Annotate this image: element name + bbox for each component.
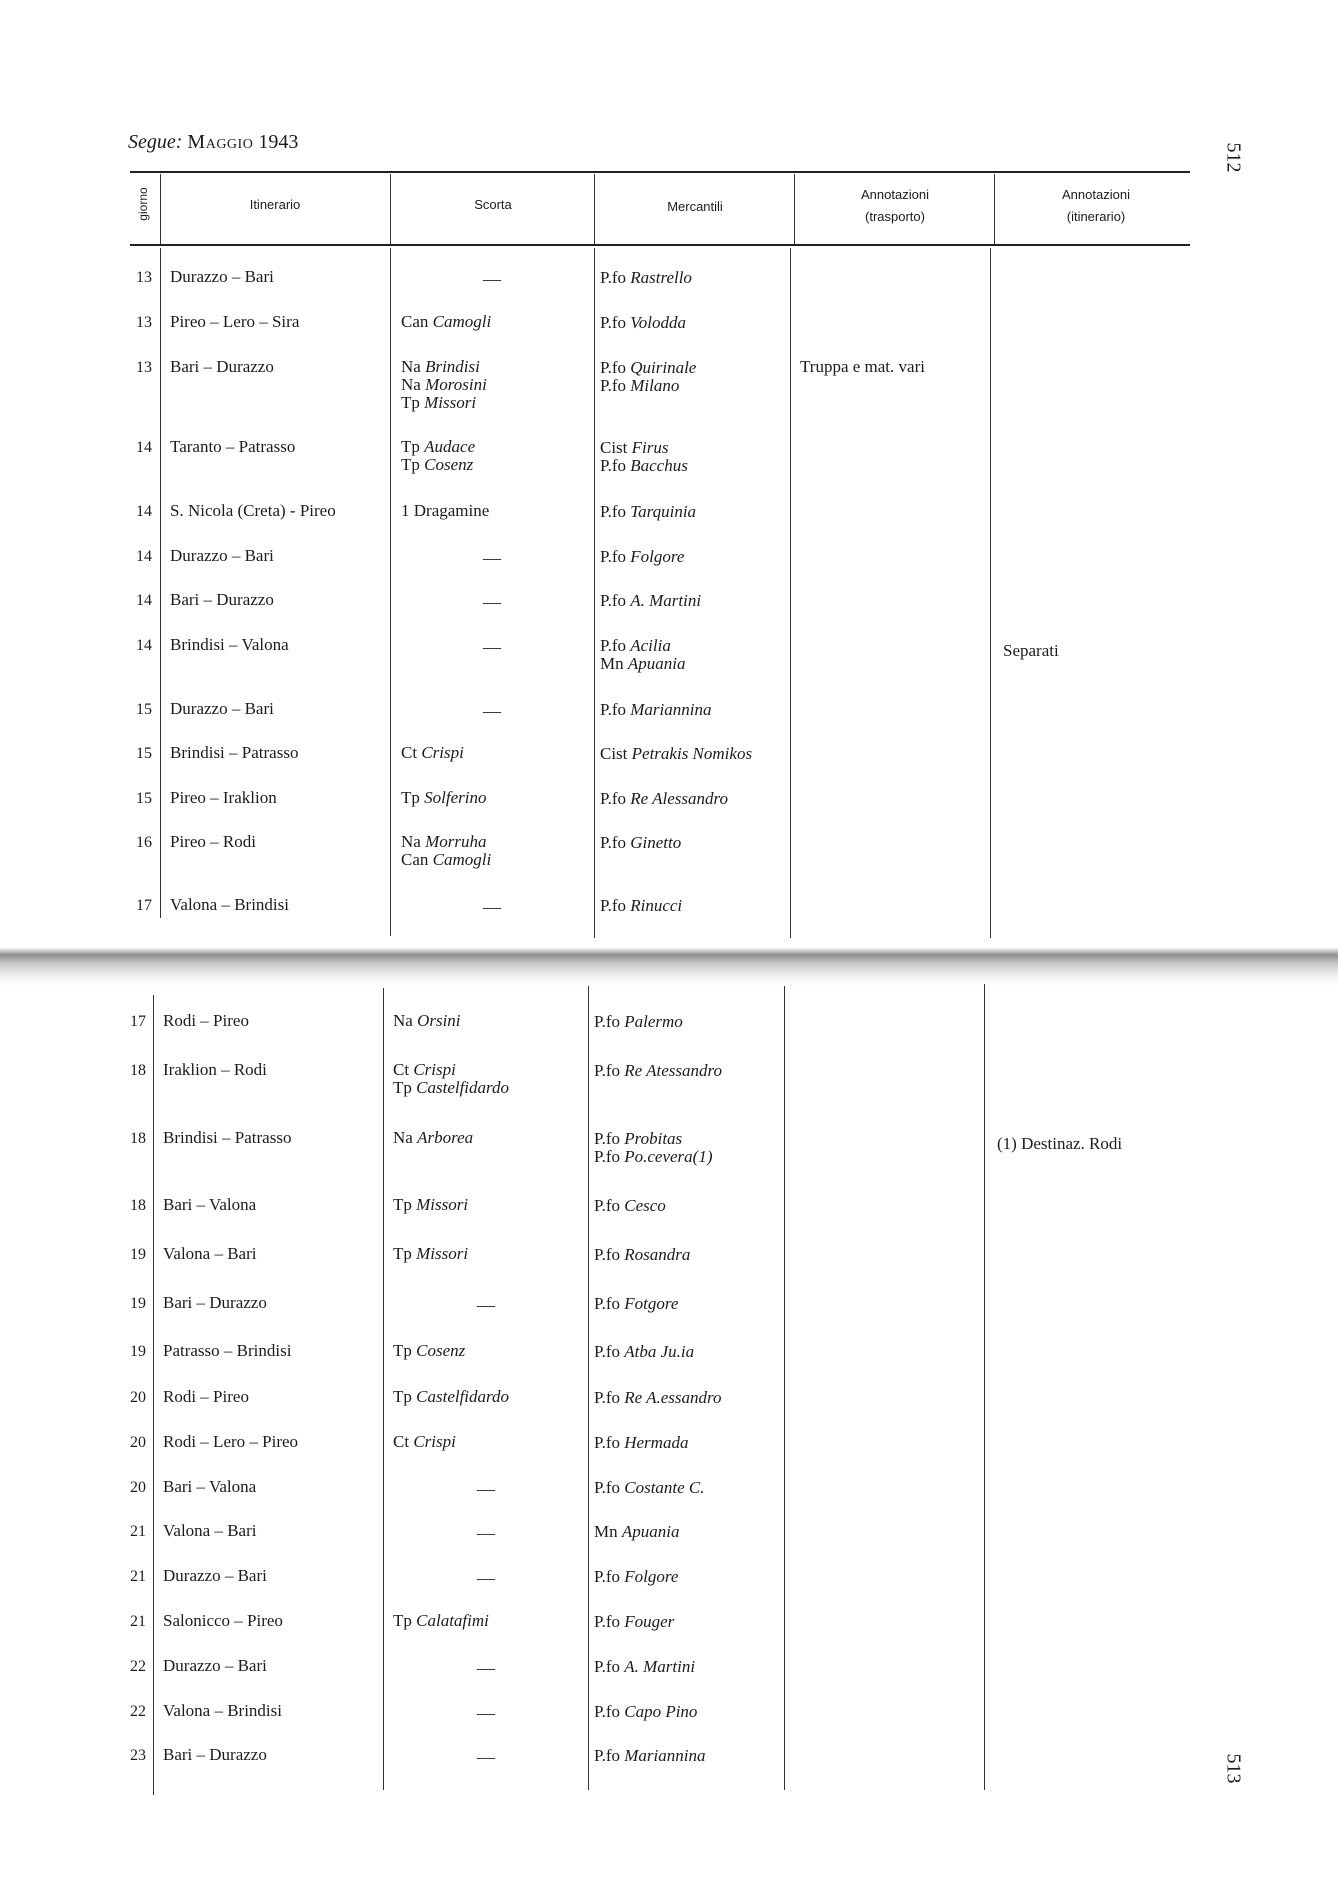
merchant-name: Ginetto — [630, 833, 682, 852]
column-header-annotazioni-trasporto-line1: Annotazioni — [861, 187, 929, 202]
column-rule — [153, 995, 154, 1795]
merchant-name: A. Martini — [624, 1657, 696, 1676]
escort-type: Tp — [401, 455, 420, 474]
merchant-name: A. Martini — [630, 591, 702, 610]
day-cell: 18 — [130, 1130, 146, 1147]
itinerary-cell: Salonicco – Pireo — [163, 1611, 283, 1630]
merchant-name: Apuania — [627, 654, 686, 673]
escort-name: Crispi — [413, 1060, 456, 1079]
itinerary-cell: Pireo – Rodi — [170, 832, 256, 851]
escort-line — [401, 744, 464, 762]
escort-name: Morosini — [425, 375, 487, 394]
day-cell: 20 — [130, 1479, 146, 1496]
day-cell: 20 — [130, 1434, 146, 1451]
escort-dash: — — [477, 1747, 495, 1767]
merchant-line — [594, 1130, 682, 1148]
itinerary-cell: Pireo – Iraklion — [170, 788, 277, 807]
merchant-name: Cesco — [624, 1196, 666, 1215]
escort-line — [401, 394, 476, 412]
day-cell: 19 — [130, 1343, 146, 1360]
title-prefix: Segue: — [128, 131, 183, 153]
column-rule — [990, 248, 991, 938]
itinerary-cell: Valona – Brindisi — [163, 1701, 282, 1720]
merchant-name: Apuania — [621, 1522, 680, 1541]
merchant-line — [600, 592, 701, 610]
escort-name: Castelfidardo — [416, 1387, 510, 1406]
merchant-line — [594, 1148, 713, 1166]
escort-type: Tp — [393, 1195, 412, 1214]
escort-type: Tp — [393, 1341, 412, 1360]
day-cell: 21 — [130, 1568, 146, 1585]
itinerary-cell: Brindisi – Valona — [170, 635, 289, 654]
merchant-line — [594, 1747, 705, 1765]
merchant-name: Petrakis Nomikos — [631, 744, 753, 763]
merchant-type: P.fo — [594, 1294, 620, 1313]
itinerary-cell: Durazzo – Bari — [163, 1566, 267, 1585]
merchant-line — [600, 637, 671, 655]
merchant-line — [594, 1013, 683, 1031]
merchant-line — [600, 745, 752, 763]
merchant-line — [594, 1389, 722, 1407]
escort-type: Ct — [393, 1432, 410, 1451]
merchant-name: Probitas — [624, 1129, 683, 1148]
merchant-type: Mn — [600, 654, 624, 673]
itinerary-cell: S. Nicola (Creta) - Pireo — [170, 501, 336, 520]
escort-name: Camogli — [432, 850, 492, 869]
merchant-type: P.fo — [594, 1388, 620, 1407]
escort-line — [393, 1612, 489, 1630]
merchant-type: P.fo — [600, 896, 626, 915]
merchant-type: P.fo — [600, 591, 626, 610]
merchant-name: Volodda — [630, 313, 686, 332]
itinerary-cell: Valona – Brindisi — [170, 895, 289, 914]
merchant-line — [594, 1479, 705, 1497]
escort-name: Cosenz — [416, 1341, 466, 1360]
column-rule — [160, 248, 161, 918]
itinerary-cell: Bari – Valona — [163, 1477, 257, 1496]
escort-name: Missori — [416, 1195, 469, 1214]
day-cell: 13 — [136, 359, 152, 376]
day-cell: 21 — [130, 1523, 146, 1540]
merchant-name: Capo Pino — [624, 1702, 698, 1721]
escort-name: Missori — [416, 1244, 469, 1263]
escort-type: Tp — [393, 1611, 412, 1630]
escort-dash: — — [477, 1658, 495, 1678]
column-rule — [784, 986, 785, 1790]
itinerary-cell: Valona – Bari — [163, 1244, 257, 1263]
merchant-line — [594, 1295, 678, 1313]
escort-dash: — — [477, 1295, 495, 1315]
merchant-type: P.fo — [594, 1702, 620, 1721]
itinerary-cell: Durazzo – Bari — [170, 699, 274, 718]
escort-name: Arborea — [417, 1128, 474, 1147]
escort-type: Tp — [393, 1244, 412, 1263]
merchant-line — [600, 439, 669, 457]
merchant-name: Milano — [630, 376, 680, 395]
escort-name: Brindisi — [425, 357, 480, 376]
column-rule — [390, 248, 391, 936]
itinerary-cell: Durazzo – Bari — [170, 546, 274, 565]
merchant-line — [600, 359, 696, 377]
merchant-name: Folgore — [630, 547, 685, 566]
column-rule — [383, 988, 384, 1790]
escort-dash: — — [477, 1479, 495, 1499]
escort-type: Na — [401, 832, 421, 851]
escort-name: Castelfidardo — [416, 1078, 510, 1097]
merchant-type: P.fo — [594, 1746, 620, 1765]
escort-line — [393, 1433, 456, 1451]
escort-type: Tp — [393, 1078, 412, 1097]
day-cell: 19 — [130, 1295, 146, 1312]
column-header-annotazioni-itinerario-line1: Annotazioni — [1062, 187, 1130, 202]
merchant-name: Re Alessandro — [630, 789, 728, 808]
itinerary-cell: Bari – Durazzo — [163, 1293, 267, 1312]
merchant-line — [600, 314, 686, 332]
itinerary-cell: Bari – Durazzo — [163, 1745, 267, 1764]
escort-type: Ct — [401, 743, 418, 762]
escort-type: Tp — [393, 1387, 412, 1406]
merchant-type: P.fo — [600, 547, 626, 566]
escort-line — [393, 1079, 509, 1097]
day-cell: 16 — [136, 834, 152, 851]
column-header-annotazioni-trasporto-line2: (trasporto) — [865, 209, 925, 224]
escort-name: Missori — [424, 393, 477, 412]
column-rule — [994, 174, 995, 244]
day-cell: 20 — [130, 1389, 146, 1406]
day-cell: 13 — [136, 314, 152, 331]
escort-dash: — — [477, 1523, 495, 1543]
day-cell: 22 — [130, 1703, 146, 1720]
itinerary-cell: Bari – Durazzo — [170, 590, 274, 609]
escort-line — [393, 1061, 456, 1079]
escort-type: Na — [401, 375, 421, 394]
merchant-name: Firus — [631, 438, 669, 457]
title-month: Maggio — [187, 131, 254, 153]
merchant-type: P.fo — [594, 1061, 620, 1080]
merchant-name: Rinucci — [630, 896, 683, 915]
escort-line — [401, 358, 480, 376]
column-header-annotazioni-itinerario-line2: (itinerario) — [1066, 209, 1126, 224]
day-cell: 14 — [136, 592, 152, 609]
merchant-name: Folgore — [624, 1567, 679, 1586]
day-cell: 13 — [136, 269, 152, 286]
merchant-name: Re Atessandro — [624, 1061, 722, 1080]
merchant-name: Fouger — [624, 1612, 675, 1631]
merchant-name: Rastrello — [630, 268, 692, 287]
merchant-name: Palermo — [624, 1012, 683, 1031]
day-cell: 22 — [130, 1658, 146, 1675]
day-cell: 23 — [130, 1747, 146, 1764]
escort-type: Tp — [401, 393, 420, 412]
itinerary-cell: Brindisi – Patrasso — [163, 1128, 292, 1147]
escort-type: Can — [401, 850, 429, 869]
itinerary-cell: Rodi – Pireo — [163, 1387, 249, 1406]
escort-line — [393, 1388, 509, 1406]
escort-name: Audace — [424, 437, 476, 456]
merchant-name: Costante C. — [624, 1478, 705, 1497]
transport-note: Truppa e mat. vari — [800, 357, 925, 376]
itinerary-cell: Bari – Valona — [163, 1195, 257, 1214]
itinerary-cell: Rodi – Pireo — [163, 1011, 249, 1030]
day-cell: 15 — [136, 745, 152, 762]
merchant-name: Acilia — [630, 636, 671, 655]
day-cell: 15 — [136, 701, 152, 718]
escort-dash: — — [483, 701, 501, 721]
merchant-type: P.fo — [594, 1567, 620, 1586]
escort-type: 1 Dragamine — [401, 501, 490, 520]
merchant-type: P.fo — [594, 1129, 620, 1148]
merchant-line — [594, 1523, 679, 1541]
merchant-name: Re A.essandro — [624, 1388, 722, 1407]
escort-dash: — — [477, 1568, 495, 1588]
merchant-line — [594, 1434, 688, 1452]
escort-line — [401, 376, 487, 394]
merchant-type: P.fo — [600, 268, 626, 287]
column-header-scorta: Scorta — [474, 197, 512, 212]
day-cell: 18 — [130, 1062, 146, 1079]
escort-line — [401, 438, 475, 456]
escort-line — [401, 851, 491, 869]
merchant-line — [600, 377, 679, 395]
column-rule — [588, 986, 589, 1790]
itinerary-cell: Iraklion – Rodi — [163, 1060, 267, 1079]
escort-name: Orsini — [417, 1011, 461, 1030]
itinerary-cell: Brindisi – Patrasso — [170, 743, 299, 762]
column-header-annotazioni-trasporto — [796, 184, 994, 228]
day-cell: 14 — [136, 439, 152, 456]
escort-line — [393, 1196, 468, 1214]
escort-dash: — — [483, 637, 501, 657]
merchant-name: Quirinale — [630, 358, 697, 377]
escort-type: Tp — [401, 788, 420, 807]
merchant-line — [594, 1197, 666, 1215]
escort-line — [401, 833, 486, 851]
merchant-line — [600, 655, 685, 673]
escort-line — [401, 456, 473, 474]
merchant-line — [600, 269, 692, 287]
merchant-type: P.fo — [594, 1245, 620, 1264]
escort-name: Morruha — [425, 832, 487, 851]
escort-line — [393, 1012, 461, 1030]
itinerary-note: (1) Destinaz. Rodi — [997, 1134, 1123, 1153]
escort-type: Na — [393, 1128, 413, 1147]
page-title — [128, 131, 298, 154]
escort-dash: — — [483, 548, 501, 568]
merchant-name: Fotgore — [624, 1294, 679, 1313]
merchant-line — [594, 1246, 690, 1264]
merchant-type: P.fo — [594, 1657, 620, 1676]
merchant-name: Mariannina — [624, 1746, 706, 1765]
day-cell: 14 — [136, 637, 152, 654]
itinerary-cell: Bari – Durazzo — [170, 357, 274, 376]
escort-line — [401, 502, 489, 520]
escort-line — [393, 1129, 473, 1147]
escort-line — [401, 789, 486, 807]
page-fold — [0, 948, 1338, 986]
merchant-line — [600, 503, 696, 521]
column-header-annotazioni-itinerario — [996, 184, 1196, 228]
itinerary-cell: Durazzo – Bari — [170, 267, 274, 286]
day-cell: 15 — [136, 790, 152, 807]
merchant-line — [594, 1062, 722, 1080]
day-cell: 19 — [130, 1246, 146, 1263]
itinerary-cell: Rodi – Lero – Pireo — [163, 1432, 299, 1451]
merchant-name: Bacchus — [630, 456, 688, 475]
column-header-giorno: giorno — [136, 187, 150, 221]
merchant-name: Mariannina — [630, 700, 712, 719]
merchant-type: P.fo — [600, 636, 626, 655]
page-number-top: 512 — [1222, 142, 1245, 173]
escort-dash: — — [477, 1703, 495, 1723]
column-rule — [594, 248, 595, 938]
title-year: 1943 — [258, 131, 299, 153]
day-cell: 14 — [136, 503, 152, 520]
merchant-type: P.fo — [600, 833, 626, 852]
itinerary-cell: Taranto – Patrasso — [170, 437, 296, 456]
merchant-type: P.fo — [600, 456, 626, 475]
column-rule — [984, 984, 985, 1790]
merchant-line — [600, 834, 681, 852]
merchant-type: Cist — [600, 438, 628, 457]
column-rule — [160, 174, 161, 244]
merchant-type: P.fo — [594, 1478, 620, 1497]
merchant-line — [594, 1343, 694, 1361]
merchant-line — [594, 1568, 678, 1586]
escort-line — [393, 1245, 468, 1263]
escort-name: Crispi — [421, 743, 464, 762]
merchant-name: Rosandra — [624, 1245, 691, 1264]
day-cell: 17 — [130, 1013, 146, 1030]
merchant-line — [594, 1703, 697, 1721]
merchant-type: P.fo — [594, 1342, 620, 1361]
merchant-type: P.fo — [600, 502, 626, 521]
escort-type: Ct — [393, 1060, 410, 1079]
page-number-bottom: 513 — [1222, 1753, 1245, 1784]
merchant-type: P.fo — [594, 1196, 620, 1215]
merchant-type: P.fo — [594, 1012, 620, 1031]
column-header-itinerario: Itinerario — [249, 197, 301, 212]
merchant-name: Tarquinia — [630, 502, 697, 521]
escort-name: Cosenz — [424, 455, 474, 474]
column-rule — [390, 174, 391, 244]
day-cell: 21 — [130, 1613, 146, 1630]
merchant-type: P.fo — [600, 700, 626, 719]
column-header-mercantili: Mercantili — [667, 199, 723, 214]
column-rule — [790, 248, 791, 938]
merchant-name: Atba Ju.ia — [624, 1342, 695, 1361]
escort-line — [401, 313, 491, 331]
merchant-type: P.fo — [594, 1147, 620, 1166]
merchant-line — [600, 897, 682, 915]
merchant-type: P.fo — [600, 358, 626, 377]
escort-name: Camogli — [432, 312, 492, 331]
merchant-type: Mn — [594, 1522, 618, 1541]
escort-name: Crispi — [413, 1432, 456, 1451]
merchant-type: P.fo — [594, 1612, 620, 1631]
day-cell: 18 — [130, 1197, 146, 1214]
merchant-name: Po.cevera(1) — [624, 1147, 713, 1166]
merchant-type: Cist — [600, 744, 628, 763]
itinerary-note: Separati — [1003, 641, 1059, 660]
column-rule — [594, 174, 595, 244]
escort-type: Na — [401, 357, 421, 376]
table-header-rule — [130, 244, 1190, 246]
day-cell: 14 — [136, 548, 152, 565]
escort-type: Tp — [401, 437, 420, 456]
merchant-line — [600, 790, 728, 808]
merchant-type: P.fo — [600, 376, 626, 395]
escort-dash: — — [483, 897, 501, 917]
table-top-rule — [130, 171, 1190, 173]
itinerary-cell: Durazzo – Bari — [163, 1656, 267, 1675]
escort-line — [393, 1342, 465, 1360]
merchant-name: Hermada — [624, 1433, 689, 1452]
merchant-type: P.fo — [600, 313, 626, 332]
escort-dash: — — [483, 592, 501, 612]
day-cell: 17 — [136, 897, 152, 914]
escort-type: Na — [393, 1011, 413, 1030]
escort-dash: — — [483, 269, 501, 289]
itinerary-cell: Valona – Bari — [163, 1521, 257, 1540]
merchant-type: P.fo — [594, 1433, 620, 1452]
merchant-line — [594, 1613, 674, 1631]
merchant-line — [594, 1658, 695, 1676]
merchant-type: P.fo — [600, 789, 626, 808]
merchant-line — [600, 548, 684, 566]
merchant-line — [600, 457, 688, 475]
escort-type: Can — [401, 312, 429, 331]
itinerary-cell: Patrasso – Brindisi — [163, 1341, 292, 1360]
escort-name: Calatafimi — [416, 1611, 489, 1630]
itinerary-cell: Pireo – Lero – Sira — [170, 312, 300, 331]
escort-name: Solferino — [424, 788, 487, 807]
merchant-line — [600, 701, 711, 719]
column-rule — [794, 174, 795, 244]
